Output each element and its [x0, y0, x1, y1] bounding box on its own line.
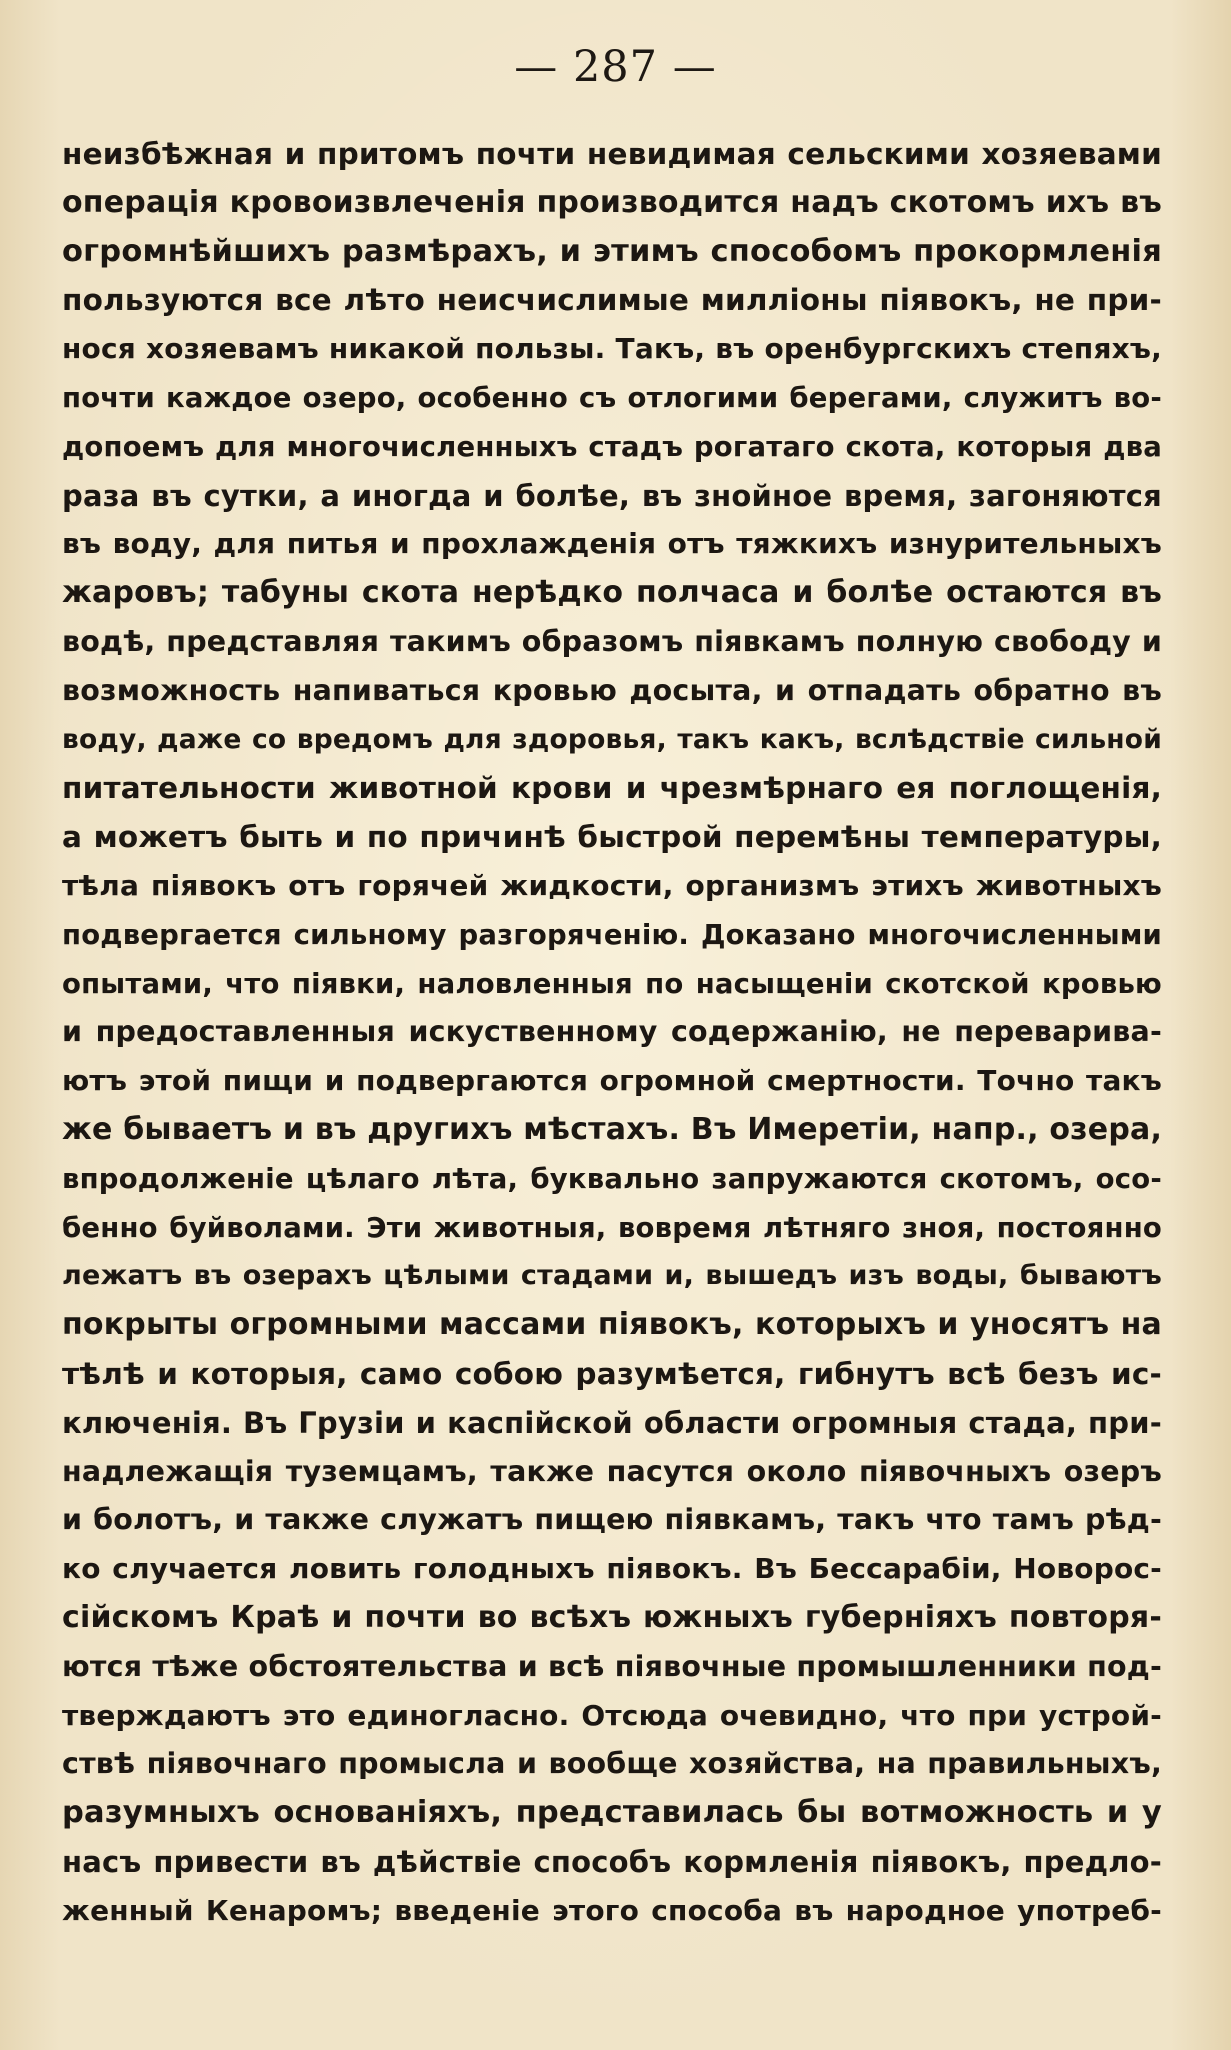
text-line: подвергается сильному разгоряченію. Доказано многочисленными — [62, 918, 1162, 951]
text-line: пользуются все лѣто неисчислимые милліоны піявокъ, не при- — [62, 283, 1162, 318]
text-line: же бываетъ и въ другихъ мѣстахъ. Въ Имеретіи, напр., озера, — [62, 1111, 1163, 1147]
text-line: ютъ этой пищи и подвергаются огромной смертности. Точно такъ — [62, 1064, 1162, 1098]
text-line: тѣлѣ и которыя, само собою разумѣется, гибнутъ всѣ безъ ис- — [62, 1356, 1162, 1391]
page-number: — 287 — — [514, 42, 717, 92]
text-line: сійскомъ Краѣ и почти во всѣхъ южныхъ губерніяхъ повторя- — [62, 1599, 1162, 1635]
text-line: ются тѣже обстоятельства и всѣ піявочные промышленники под- — [62, 1649, 1162, 1683]
text-line: водѣ, представляя такимъ образомъ піявкамъ полную свободу и — [62, 624, 1162, 658]
text-line: раза въ сутки, а иногда и болѣе, въ знойное время, загоняются — [62, 478, 1162, 513]
text-line: возможность напиваться кровью досыта, и отпадать обратно въ — [62, 673, 1162, 707]
text-line: почти каждое озеро, особенно съ отлогими берегами, служитъ во- — [62, 381, 1162, 414]
text-line: лежатъ въ озерахъ цѣлыми стадами и, вышедъ изъ воды, бываютъ — [62, 1260, 1162, 1292]
text-line: операція кровоизвлеченія производится надъ скотомъ ихъ въ — [62, 184, 1162, 220]
text-line: а можетъ быть и по причинѣ быстрой перемѣны температуры, — [62, 820, 1162, 855]
text-line: ствѣ піявочнаго промысла и вообще хозяйства, на правильныхъ, — [62, 1747, 1162, 1781]
text-line: надлежащія туземцамъ, также пасутся около піявочныхъ озеръ — [62, 1454, 1162, 1488]
text-line: впродолженіе цѣлаго лѣта, буквально запружаются скотомъ, осо- — [62, 1162, 1162, 1195]
text-line: покрыты огромными массами піявокъ, которыхъ и уносятъ на — [62, 1307, 1162, 1343]
text-line: огромнѣйшихъ размѣрахъ, и этимъ способомъ прокормленія — [62, 233, 1162, 269]
text-line: и предоставленныя искуственному содержанію, не переварива- — [62, 1015, 1162, 1049]
text-line: опытами, что піявки, наловленныя по насыщеніи скотской кровью — [62, 967, 1162, 1000]
text-line: разумныхъ основаніяхъ, представилась бы вотможность и у — [62, 1795, 1162, 1831]
text-line: неизбѣжная и притомъ почти невидимая сельскими хозяевами — [62, 137, 1162, 171]
body-text — [62, 130, 1162, 1935]
text-line: допоемъ для многочисленныхъ стадъ рогатаго скота, которыя два — [62, 430, 1162, 463]
text-line: воду, даже со вредомъ для здоровья, такъ какъ, вслѣдствіе сильной — [62, 723, 1162, 755]
text-line: тверждаютъ это единогласно. Отсюда очевидно, что при устрой- — [62, 1698, 1162, 1732]
text-line: тѣла піявокъ отъ горячей жидкости, организмъ этихъ животныхъ — [62, 868, 1162, 902]
text-line: ко случается ловить голодныхъ піявокъ. Въ Бессарабіи, Новорос- — [62, 1552, 1162, 1586]
text-line: и болотъ, и также служатъ пищею піявкамъ, такъ что тамъ рѣд- — [62, 1503, 1162, 1537]
text-line: питательности животной крови и чрезмѣрнаго ея поглощенія, — [62, 771, 1162, 806]
text-line: насъ привести въ дѣйствіе способъ кормленія піявокъ, предло- — [62, 1844, 1162, 1879]
text-line: жаровъ; табуны скота нерѣдко полчаса и болѣе остаются въ — [62, 575, 1162, 611]
text-line: нося хозяевамъ никакой пользы. Такъ, въ оренбургскихъ степяхъ, — [62, 332, 1162, 366]
text-line: ключенія. Въ Грузіи и каспійской области огромныя стада, при- — [62, 1405, 1162, 1440]
text-line: въ воду, для питья и прохлажденія отъ тяжкихъ изнурительныхъ — [62, 527, 1162, 561]
text-line: бенно буйволами. Эти животныя, вовремя лѣтняго зноя, постоянно — [62, 1211, 1162, 1244]
text-line: женный Кенаромъ; введеніе этого способа въ народное употреб- — [62, 1893, 1162, 1927]
